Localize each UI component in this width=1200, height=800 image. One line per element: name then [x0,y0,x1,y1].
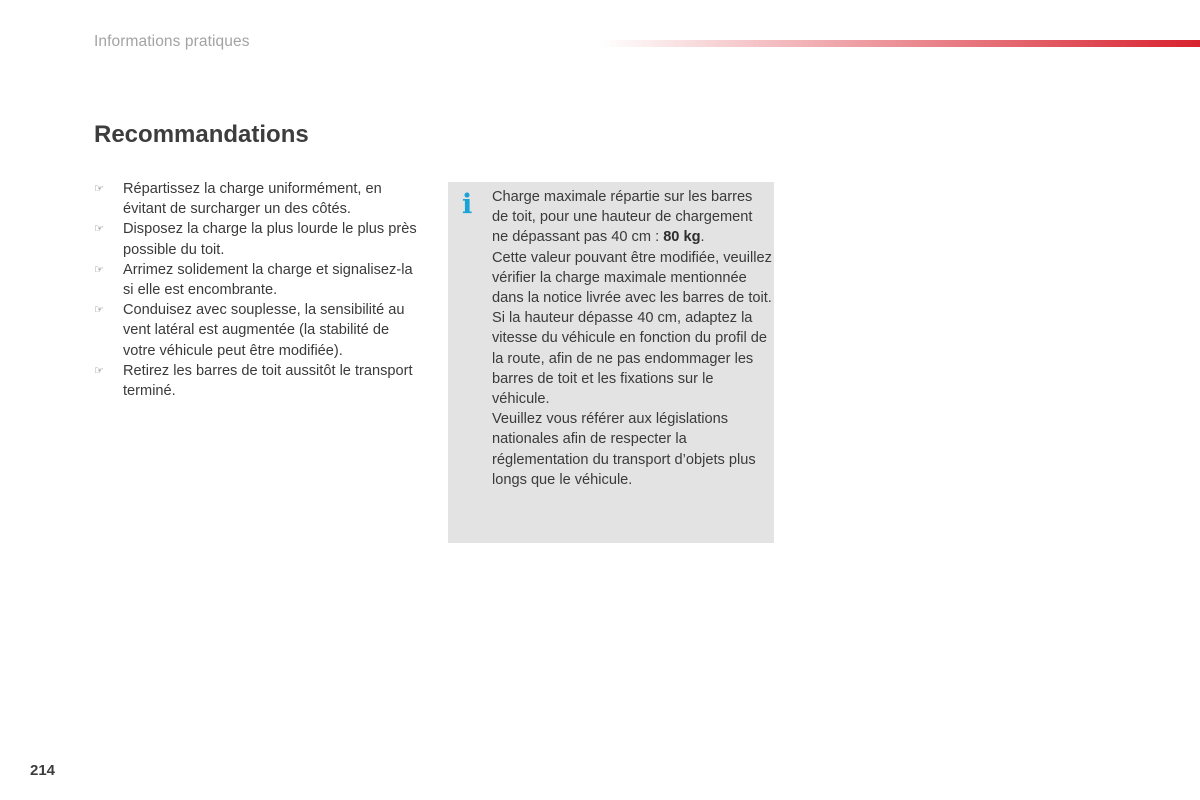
max-load-value: 80 kg [663,229,701,246]
pointing-hand-icon: ☞ [94,364,104,377]
header-accent-bar [600,40,1200,47]
section-heading: Recommandations [94,121,309,148]
list-item [94,361,424,401]
list-item-text: Disposez la charge la plus lourde le plus près possible du toit. [123,221,417,258]
list-item-text: Retirez les barres de toit aussitôt le transport terminé. [123,362,413,400]
info-paragraph [492,187,772,248]
info-paragraph: Cette valeur pouvant être modifiée, veuillez vérifier la charge maximale mentionnée dans la notice livrée avec les barres de toit. [492,249,772,307]
list-item [94,300,424,361]
info-box [448,182,774,543]
info-icon: i [462,189,473,220]
info-intro-text: Charge maximale répartie sur les barres de toit, pour une hauteur de chargement ne dépassant pas 40 cm : [492,189,753,246]
info-paragraph: Si la hauteur dépasse 40 cm, adaptez la vitesse du véhicule en fonction du profil de la route, afin de ne pas endommager les barres de toit et les fixations sur le véhicule. [492,310,768,408]
list-item-text: Répartissez la charge uniformément, en évitant de surcharger un des côtés. [123,181,382,218]
info-intro-end: . [700,229,705,246]
pointing-hand-icon: ☞ [94,304,104,317]
info-paragraph: Veuillez vous référer aux législations nationales afin de respecter la réglementation du transport d’objets plus longs que le véhicule. [492,411,756,488]
pointing-hand-icon: ☞ [94,183,104,195]
pointing-hand-icon: ☞ [94,223,104,236]
recommendations-list [94,179,424,401]
list-item [94,219,424,259]
info-text [492,187,772,490]
list-item [94,260,424,300]
page-number: 214 [30,762,56,779]
pointing-hand-icon: ☞ [94,263,104,276]
list-item-text: Conduisez avec souplesse, la sensibilité au vent latéral est augmentée (la stabilité de votre véhicule peut être modifiée). [123,302,405,359]
list-item [94,179,424,219]
list-item-text: Arrimez solidement la charge et signalisez-la si elle est encombrante. [123,261,413,299]
running-header: Informations pratiques [94,33,250,50]
